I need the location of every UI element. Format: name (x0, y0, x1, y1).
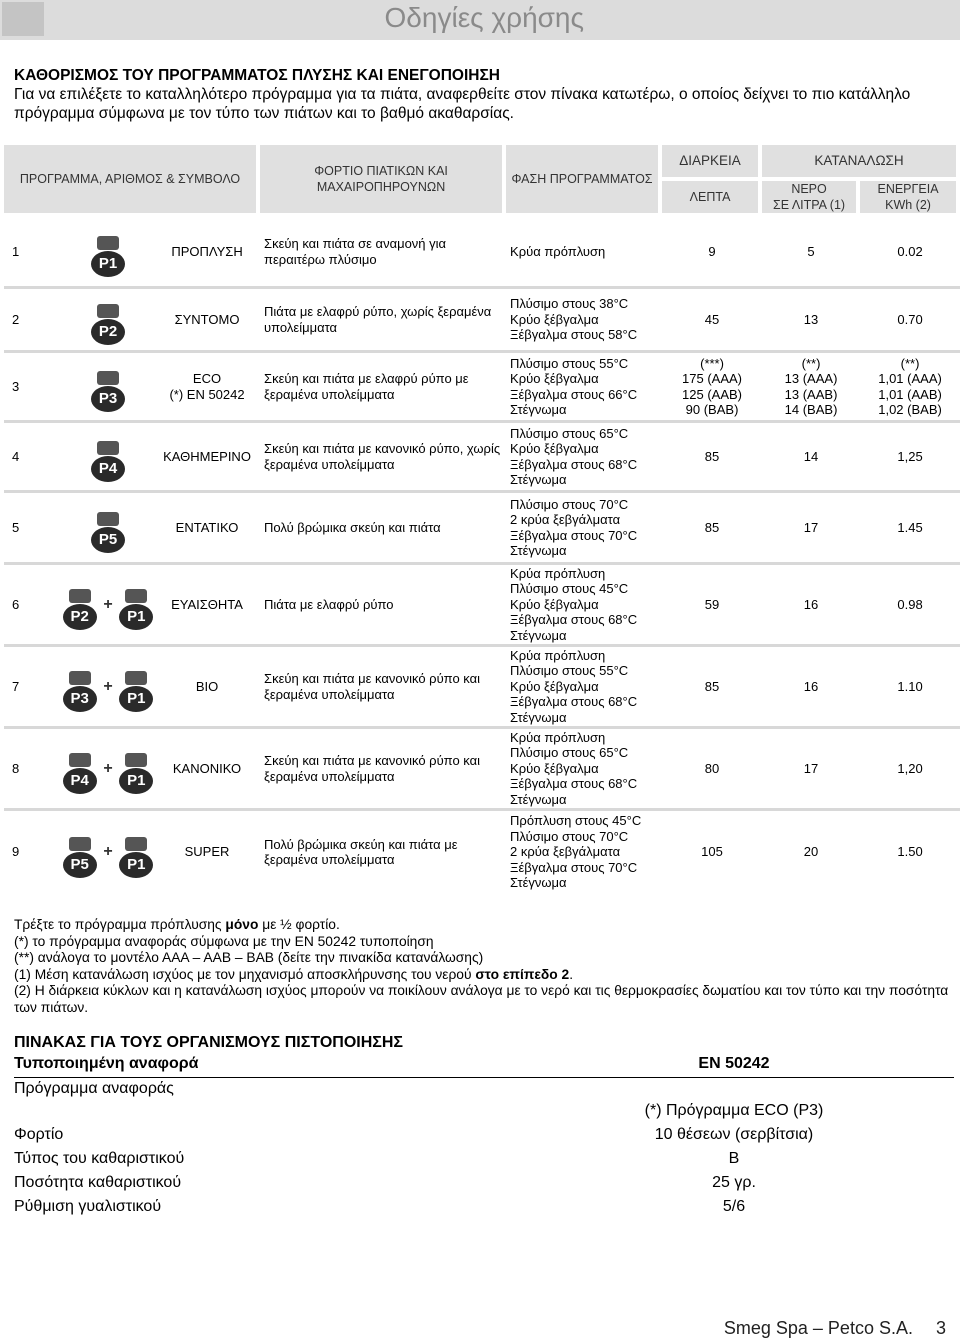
brand-logo-icon (2, 2, 44, 36)
cert-value: EN 50242 (698, 1055, 770, 1072)
note-prewash: Τρέξτε το πρόγραμμα πρόπλυσης μόνο με ½ φορτίο. (14, 917, 340, 932)
cert-label: Πρόγραμμα αναφοράς (14, 1080, 174, 1097)
program-number: 4 (4, 423, 62, 493)
program-p4-icon: P4 (62, 743, 97, 794)
duration-value: 105 (701, 844, 723, 860)
page-header (0, 0, 960, 40)
header-load: ΦΟΡΤΙΟ ΠΙΑΤΙΚΩΝ ΚΑΙ ΜΑΧΑΙΡΟΠΗΡΟΥΝΩΝ (260, 145, 506, 217)
cert-value: 25 γρ. (712, 1174, 756, 1191)
water-value: 20 (803, 844, 819, 860)
program-number: 8 (4, 729, 62, 811)
program-phase: Κρύα πρόπλυση Πλύσιμο στους 65°C Κρύο ξέβγαλμα Ξέβγαλμα στους 68°C Στέγνωμα (506, 729, 662, 811)
table-row (4, 647, 960, 729)
cert-label: Ποσότητα καθαριστικού (14, 1174, 182, 1191)
energy-value: 0.02 (860, 217, 960, 289)
program-name: ΣΥΝΤΟΜΟ (154, 289, 260, 353)
note-model: (**) ανάλογα το μοντέλο ΑΑΑ – ΑΑΒ – ΒΑΒ (δείτε την πινακίδα κατανάλωσης) (14, 950, 484, 965)
intro-heading: ΚΑΘΟΡΙΣΜΟΣ ΤΟΥ ΠΡΟΓΡΑΜΜΑΤΟΣ ΠΛΥΣΗΣ ΚΑΙ ΕΝΕΓΟΠΟΙΗΣΗ (14, 67, 500, 84)
cert-label: Τύπος του καθαριστικού (14, 1150, 185, 1167)
program-number: 1 (4, 217, 62, 289)
table-row (4, 289, 960, 353)
duration-value: 85 (662, 647, 762, 729)
program-p1-icon: P1 (119, 827, 154, 878)
program-icons (62, 647, 154, 729)
program-phase: Πλύσιμο στους 55°C Κρύο ξέβγαλμα Ξέβγαλμα στους 66°C Στέγνωμα (506, 353, 662, 423)
program-icons (62, 493, 154, 565)
program-icons (62, 217, 154, 289)
note-reference: (*) το πρόγραμμα αναφοράς σύμφωνα με την EN 50242 τυποποίηση (14, 933, 434, 949)
header-phase: ΦΑΣΗ ΠΡΟΓΡΑΜΜΑΤΟΣ (506, 145, 662, 217)
header-consumption: ΚΑΤΑΝΑΛΩΣΗ (762, 145, 960, 181)
water-value: 13 (762, 289, 860, 353)
energy-value: 1,20 (860, 729, 960, 811)
program-phase: Πρόπλυση στους 45°C Πλύσιμο στους 70°C 2 κρύα ξεβγάλματα Ξέβγαλμα στους 70°C Στέγνωμα (510, 813, 642, 891)
program-icons (62, 289, 154, 353)
cert-row (14, 1124, 954, 1148)
program-icons (62, 423, 154, 493)
header-energy: ΕΝΕΡΓΕΙΑ KWh (2) (860, 181, 960, 217)
water-value: (**) 13 (AAA) 13 (AAB) 14 (BAB) (762, 353, 860, 423)
duration-value: 9 (662, 217, 762, 289)
page-footer (724, 1318, 946, 1339)
load-description: Πιάτα με ελαφρύ ρύπο, χωρίς ξεραμένα υπολείμματα (260, 289, 506, 353)
table-row (4, 423, 960, 493)
cert-value: B (728, 1150, 740, 1167)
cert-row (14, 1196, 954, 1220)
program-name: SUPER (184, 844, 230, 860)
program-p1-icon: P1 (87, 226, 129, 277)
duration-value: 59 (662, 565, 762, 647)
energy-value: 0.98 (860, 565, 960, 647)
plus-icon: + (103, 759, 113, 777)
cert-row (14, 1053, 954, 1078)
water-value: 17 (762, 729, 860, 811)
program-name: ΚΑΘΗΜΕΡΙΝΟ (154, 423, 260, 493)
program-phase: Πλύσιμο στους 70°C 2 κρύα ξεβγάλματα Ξέβγαλμα στους 70°C Στέγνωμα (506, 493, 662, 565)
program-number: 9 (12, 844, 20, 860)
water-value: 16 (762, 565, 860, 647)
footnotes (14, 917, 954, 1016)
footer-brand: Smeg Spa – Petco S.A. (723, 1318, 913, 1338)
cert-label: Τυποποιημένη αναφορά (14, 1055, 199, 1072)
table-row (4, 493, 960, 565)
program-phase: Κρύα πρόπλυση Πλύσιμο στους 45°C Κρύο ξέβγαλμα Ξέβγαλμα στους 68°C Στέγνωμα (506, 565, 662, 647)
energy-value: 0.70 (860, 289, 960, 353)
cert-value: 10 θέσεων (σερβίτσια) (654, 1126, 814, 1143)
program-p5-icon: P5 (62, 827, 97, 878)
duration-value: 85 (662, 423, 762, 493)
load-description: Σκεύη και πιάτα με ελαφρύ ρύπο με ξεραμένα υπολείμματα (260, 353, 506, 423)
program-name: ECO (*) EN 50242 (154, 353, 260, 423)
energy-value: 1,25 (860, 423, 960, 493)
cert-value: (*) Πρόγραμμα ECO (P3) (644, 1102, 824, 1119)
program-p3-icon: P3 (62, 661, 97, 712)
duration-value: (***) 175 (AAA) 125 (AAB) 90 (BAB) (662, 353, 762, 423)
load-description: Σκεύη και πιάτα με κανονικό ρύπο, χωρίς ξεραμένα υπολείμματα (260, 423, 506, 493)
program-table (4, 145, 960, 893)
water-value: 14 (762, 423, 860, 493)
energy-value: 1.10 (860, 647, 960, 729)
program-p2-icon: P2 (87, 294, 129, 345)
load-description: Πολύ βρώμικα σκεύη και πιάτα με ξεραμένα υπολείμματα (264, 836, 458, 867)
table-row (4, 729, 960, 811)
load-description: Σκεύη και πιάτα σε αναμονή για περαιτέρω πλύσιμο (260, 217, 506, 289)
program-p2-icon: P2 (62, 579, 97, 630)
program-p4-icon: P4 (87, 431, 129, 482)
program-icons (62, 353, 154, 423)
plus-icon: + (103, 595, 113, 613)
program-name: ΒΙΟ (154, 647, 260, 729)
page-title: Οδηγίες χρήσης (384, 2, 584, 33)
cert-row (14, 1078, 954, 1100)
cert-label: Φορτίο (14, 1126, 64, 1143)
program-name: ΕΝΤΑΤΙΚΟ (154, 493, 260, 565)
energy-value: 1.45 (860, 493, 960, 565)
note-consumption: (1) Μέση κατανάλωση ισχύος με τον μηχανισμό αποσκλήρυνσης του νερού στο επίπεδο 2. (14, 966, 574, 982)
water-value: 17 (762, 493, 860, 565)
intro-section (14, 66, 954, 123)
load-description: Πιάτα με ελαφρύ ρύπο (260, 565, 506, 647)
program-p1-icon: P1 (119, 661, 154, 712)
table-row (4, 811, 960, 893)
page-number: 3 (935, 1318, 946, 1338)
cert-value: 5/6 (722, 1198, 746, 1215)
program-p1-icon: P1 (119, 579, 154, 630)
load-description: Σκεύη και πιάτα με κανονικό ρύπο και ξεραμένα υπολείμματα (260, 647, 506, 729)
program-name: ΕΥΑΙΣΘΗΤΑ (154, 565, 260, 647)
program-name: ΠΡΟΠΛΥΣΗ (154, 217, 260, 289)
intro-text: Για να επιλέξετε το καταλληλότερο πρόγραμμα για τα πιάτα, αναφερθείτε στον πίνακα κατωτέρω, ο οποίος δείχνει το πιο κατάλληλο πρόγραμμα σύμφωνα με τον τύπο των πιάτων και το βαθμό ακαθαρσίας. (14, 86, 911, 122)
program-icons (62, 729, 154, 811)
header-duration: ΔΙΑΡΚΕΙΑ (662, 145, 762, 181)
header-program: ΠΡΟΓΡΑΜΜΑ, ΑΡΙΘΜΟΣ & ΣΥΜΒΟΛΟ (4, 145, 260, 217)
water-value: 5 (762, 217, 860, 289)
load-description: Σκεύη και πιάτα με κανονικό ρύπο και ξεραμένα υπολείμματα (260, 729, 506, 811)
cert-label: Ρύθμιση γυαλιστικού (14, 1198, 162, 1215)
water-value: 16 (762, 647, 860, 729)
plus-icon: + (103, 843, 113, 861)
energy-value: (**) 1,01 (AAA) 1,01 (AAB) 1,02 (BAB) (860, 353, 960, 423)
program-number: 3 (4, 353, 62, 423)
cert-row (14, 1100, 954, 1124)
cert-title: ΠΙΝΑΚΑΣ ΓΙΑ ΤΟΥΣ ΟΡΓΑΝΙΣΜΟΥΣ ΠΙΣΤΟΠΟΙΗΣΗΣ (14, 1034, 404, 1051)
program-phase: Πλύσιμο στους 65°C Κρύο ξέβγαλμα Ξέβγαλμα στους 68°C Στέγνωμα (506, 423, 662, 493)
duration-value: 85 (662, 493, 762, 565)
energy-value: 1.50 (897, 844, 923, 860)
table-row (4, 565, 960, 647)
program-name: ΚΑΝΟΝΙΚΟ (154, 729, 260, 811)
program-number: 2 (4, 289, 62, 353)
duration-value: 80 (662, 729, 762, 811)
program-phase: Πλύσιμο στους 38°C Κρύο ξέβγαλμα Ξέβγαλμα στους 58°C (506, 289, 662, 353)
header-minutes: ΛΕΠΤΑ (662, 181, 762, 217)
program-icons (62, 811, 154, 893)
program-p3-icon: P3 (87, 361, 129, 412)
cert-row (14, 1172, 954, 1196)
load-description: Πολύ βρώμικα σκεύη και πιάτα (260, 493, 506, 565)
program-p5-icon: P5 (87, 502, 129, 553)
cert-row (14, 1148, 954, 1172)
program-p1-icon: P1 (119, 743, 154, 794)
duration-value: 45 (662, 289, 762, 353)
program-number: 5 (4, 493, 62, 565)
program-number: 6 (4, 565, 62, 647)
note-duration: (2) Η διάρκεια κύκλων και η κατανάλωση ισχύος μπορούν να ποικίλουν ανάλογα με το νερό και τις θερμοκρασίες δωματίου και τον τύπο και την ποσότητα των πιάτων. (14, 983, 949, 1015)
cert-table (14, 1053, 954, 1220)
plus-icon: + (103, 677, 113, 695)
program-phase: Κρύα πρόπλυση Πλύσιμο στους 55°C Κρύο ξέβγαλμα Ξέβγαλμα στους 68°C Στέγνωμα (506, 647, 662, 729)
program-icons (62, 565, 154, 647)
table-row (4, 217, 960, 289)
program-phase: Κρύα πρόπλυση (506, 217, 662, 289)
table-row (4, 353, 960, 423)
program-number: 7 (4, 647, 62, 729)
header-water: ΝΕΡΟ ΣΕ ΛΙΤΡΑ (1) (762, 181, 860, 217)
